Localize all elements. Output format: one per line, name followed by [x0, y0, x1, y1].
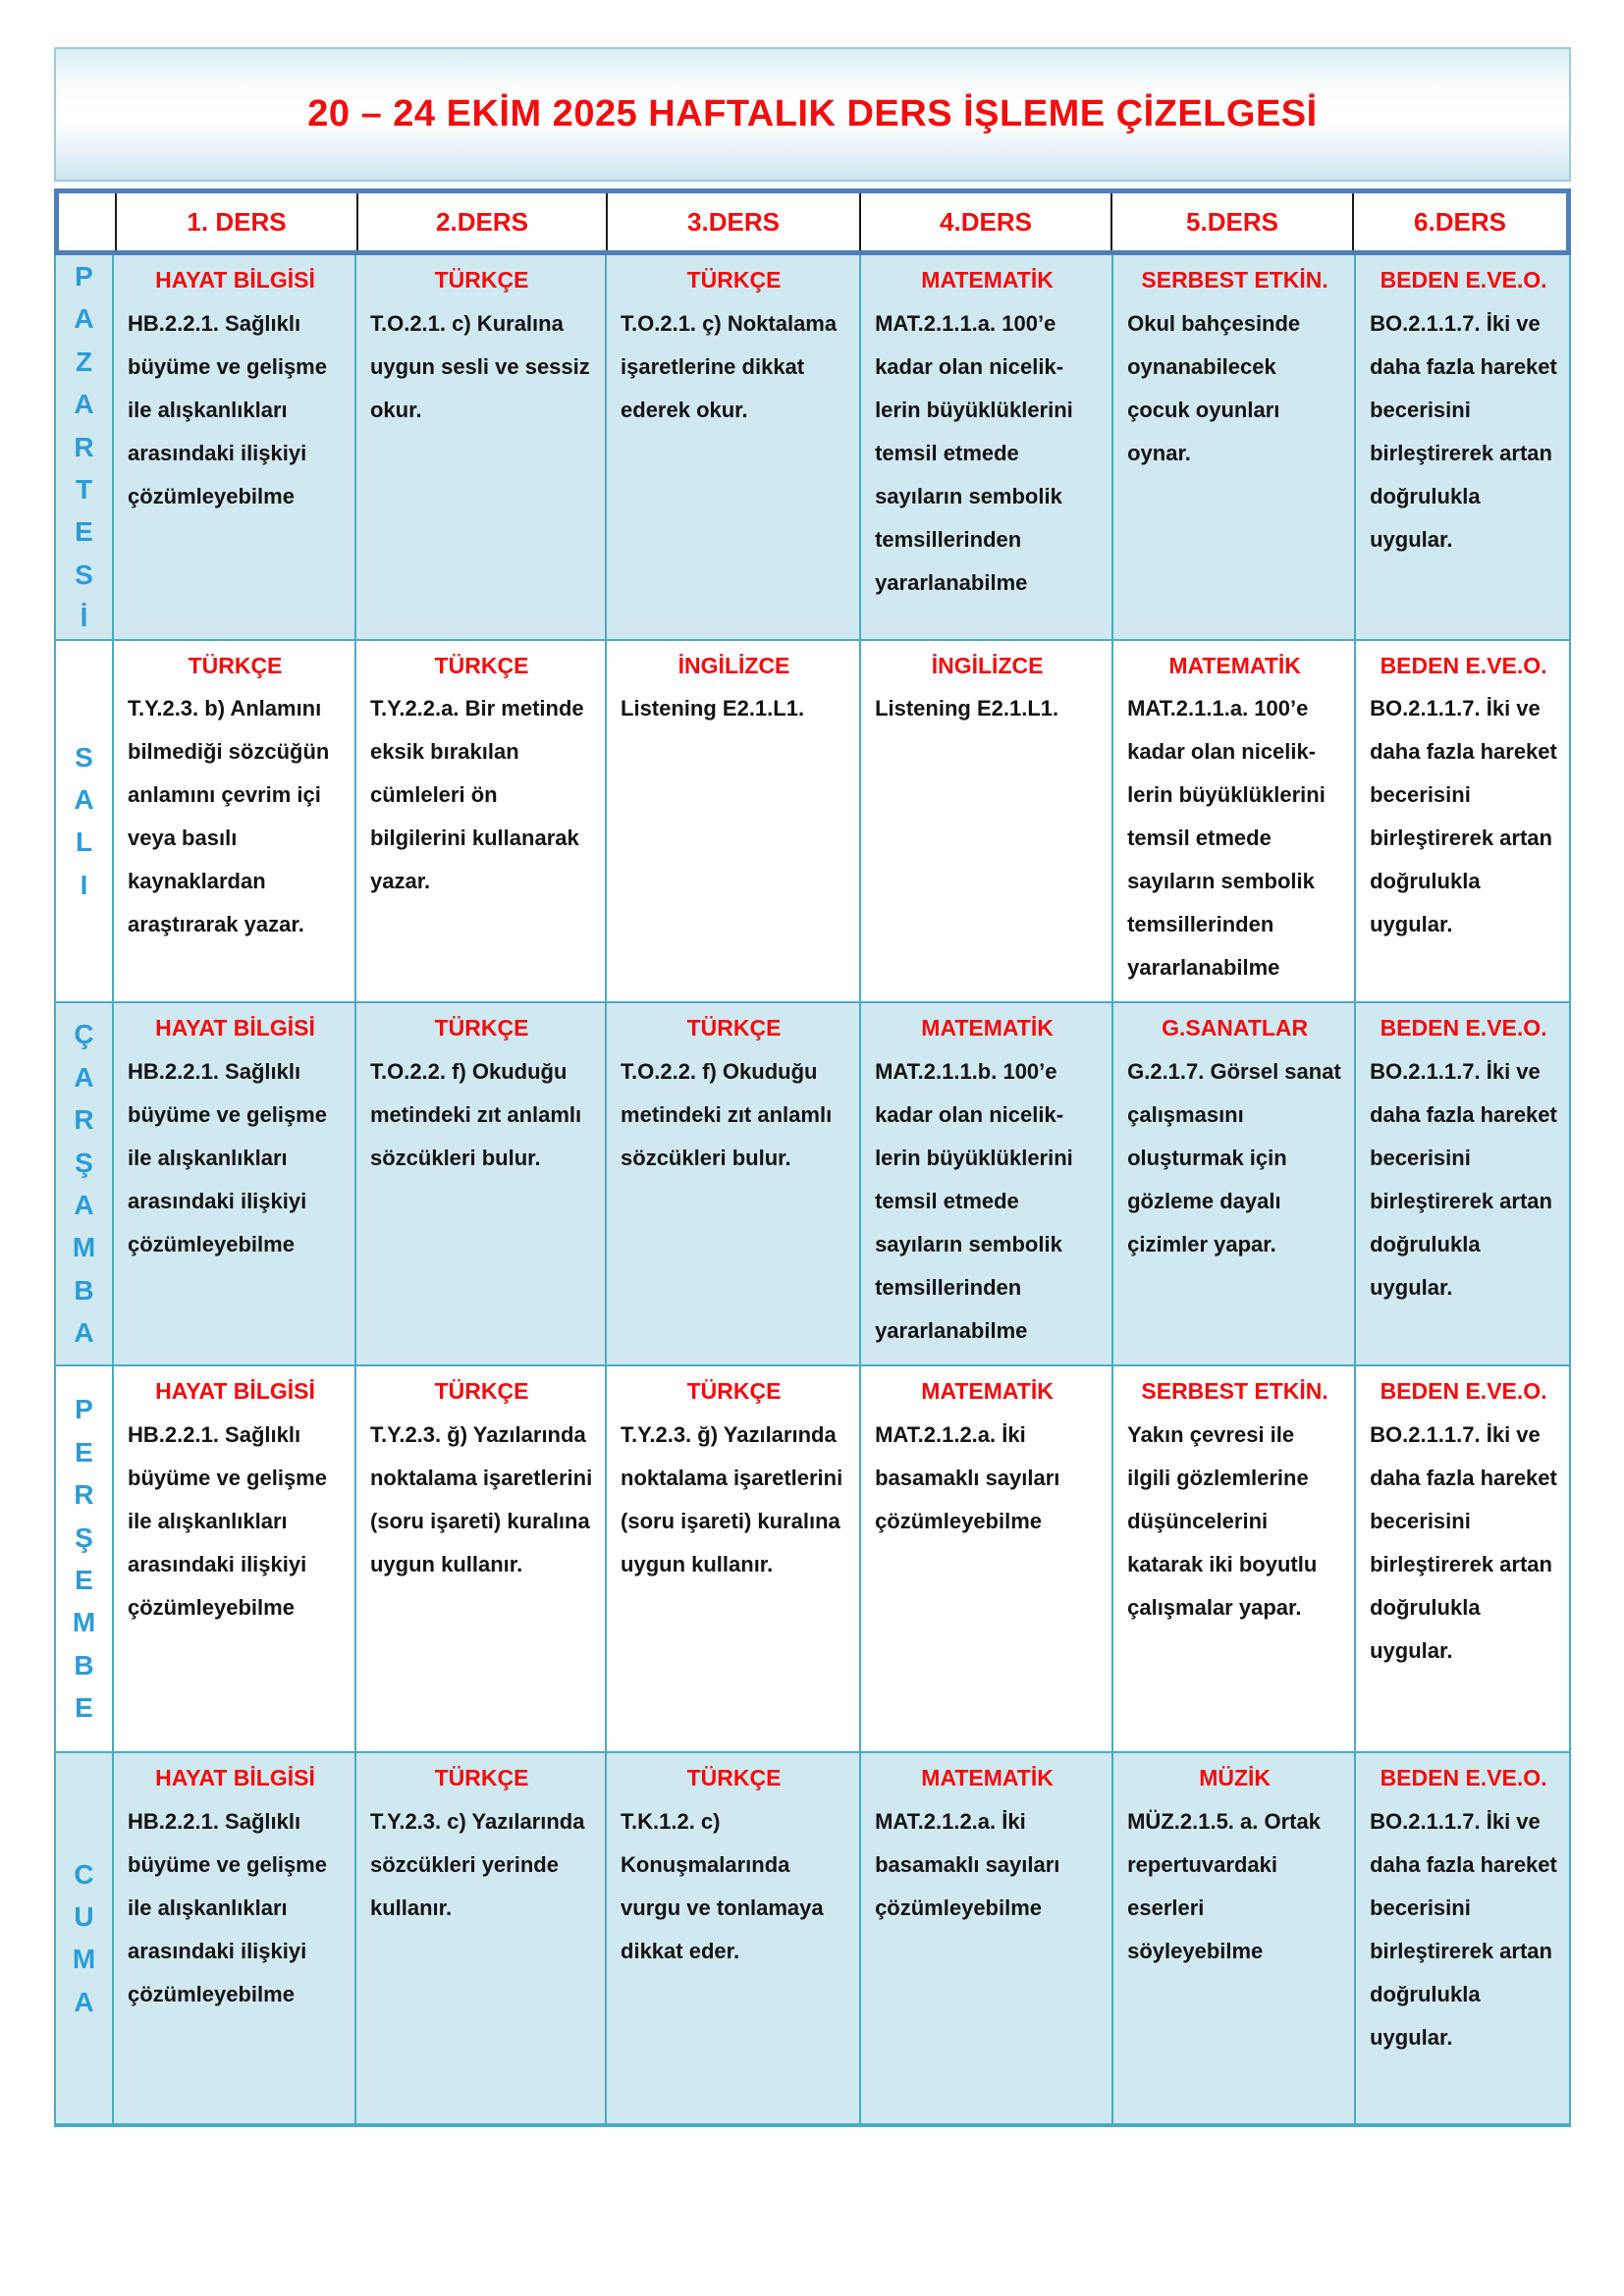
lesson-description: G.2.1.7. Görsel sanat çalışmasını oluşturmak için gözleme dayalı çizimler yapar. [1127, 1058, 1341, 1256]
lesson-description: T.O.2.1. ç) Noktalama işaretlerine dikkat ederek okur. [621, 310, 838, 422]
schedule-cell [112, 641, 354, 1002]
schedule-cell [859, 1003, 1111, 1364]
lesson-subject: HAYAT BİLGİSİ [155, 1764, 315, 1790]
lesson-subject: TÜRKÇE [434, 1764, 529, 1790]
lesson-subject: MATEMATİK [921, 267, 1054, 293]
lesson-description: MAT.2.1.1.b. 100’e kadar olan nicelik- lerin büyüklüklerini temsil etmede sayıların sembolik temsillerinden yararlanabilme [875, 1058, 1073, 1343]
schedule-cell [354, 1753, 605, 2123]
lesson-subject: HAYAT BİLGİSİ [155, 1377, 315, 1404]
lesson-subject: G.SANATLAR [1162, 1015, 1309, 1041]
lesson-subject: SERBEST ETKİN. [1141, 1377, 1328, 1404]
schedule-cell [1354, 641, 1569, 1002]
schedule-body [54, 255, 1571, 2127]
lesson-subject: TÜRKÇE [686, 267, 782, 293]
lesson-subject: BEDEN E.VE.O. [1380, 267, 1547, 293]
lesson-subject: HAYAT BİLGİSİ [155, 1015, 315, 1041]
lesson-description: HB.2.2.1. Sağlıklı büyüme ve gelişme ile alışkanlıkları arasındaki ilişkiyi çözümleyebilme [128, 310, 327, 508]
lesson-description: Okul bahçesinde oynanabilecek çocuk oyunları oynar. [1127, 310, 1301, 465]
schedule-cell [1111, 1753, 1354, 2123]
column-header-lesson-3: 3.DERS [606, 193, 859, 250]
day-label: C U M A [72, 1858, 96, 2017]
schedule-cell [112, 1003, 354, 1364]
schedule-cell [1354, 1366, 1569, 1751]
schedule-cell [859, 1753, 1111, 2123]
lesson-description: T.Y.2.3. ğ) Yazılarında noktalama işaretlerini (soru işareti) kuralına uygun kullanır. [369, 1421, 593, 1576]
column-header-lesson-1: 1. DERS [115, 193, 356, 250]
day-row-persembe [56, 1364, 1569, 1751]
schedule-cell [354, 255, 605, 639]
lesson-description: T.Y.2.3. b) Anlamını bilmediği sözcüğün anlamını çevrim içi veya basılı kaynaklardan araştırarak yazar. [128, 696, 330, 937]
lesson-subject: BEDEN E.VE.O. [1380, 652, 1547, 678]
lesson-description: BO.2.1.1.7. İki ve daha fazla hareket becerisini birleştirerek artan doğrulukla uygular. [1370, 1058, 1557, 1300]
lesson-subject: SERBEST ETKİN. [1141, 267, 1328, 293]
day-row-sali [56, 639, 1569, 1002]
lesson-subject: TÜRKÇE [188, 652, 283, 678]
lesson-subject: TÜRKÇE [686, 1377, 782, 1404]
schedule-cell [1354, 1003, 1569, 1364]
schedule-cell [1111, 1003, 1354, 1364]
lesson-description: T.Y.2.3. ğ) Yazılarında noktalama işaretlerini (soru işareti) kuralına uygun kullanır. [621, 1421, 843, 1576]
column-header-lesson-6: 6.DERS [1352, 193, 1566, 250]
page-title: 20 – 24 EKİM 2025 HAFTALIK DERS İŞLEME ÇİZELGESİ [307, 93, 1318, 134]
lesson-description: HB.2.2.1. Sağlıklı büyüme ve gelişme ile alışkanlıkları arasındaki ilişkiyi çözümleyebilme [128, 1421, 327, 1620]
lesson-subject: MATEMATİK [921, 1764, 1054, 1790]
schedule-cell [354, 1003, 605, 1364]
lesson-subject: BEDEN E.VE.O. [1380, 1015, 1547, 1041]
day-row-cuma [56, 1751, 1569, 2123]
lesson-description: Yakın çevresi ile ilgili gözlemlerine düşüncelerini katarak iki boyutlu çalışmalar yapar. [1127, 1421, 1318, 1620]
lesson-header-row [54, 188, 1571, 255]
schedule-cell [1111, 255, 1354, 639]
lesson-subject: TÜRKÇE [686, 1764, 782, 1790]
lesson-subject: TÜRKÇE [434, 267, 529, 293]
lesson-description: MAT.2.1.2.a. İki basamaklı sayıları çözümleyebilme [875, 1808, 1060, 1920]
lesson-description: HB.2.2.1. Sağlıklı büyüme ve gelişme ile alışkanlıkları arasındaki ilişkiyi çözümleyebilme [128, 1808, 327, 2006]
lesson-subject: TÜRKÇE [434, 652, 529, 678]
day-label: P A Z A R T E S İ [74, 261, 94, 633]
lesson-subject: TÜRKÇE [434, 1377, 529, 1404]
schedule-cell [605, 1753, 859, 2123]
lesson-subject: İNGİLİZCE [677, 652, 790, 678]
schedule-cell [859, 1366, 1111, 1751]
schedule-cell [605, 255, 859, 639]
lesson-subject: MÜZİK [1199, 1764, 1272, 1790]
lesson-description: T.O.2.2. f) Okuduğu metindeki zıt anlamlı sözcükleri bulur. [369, 1058, 582, 1170]
day-row-pazartesi [56, 255, 1569, 639]
lesson-description: MÜZ.2.1.5. a. Ortak repertuvardaki eserleri söyleyebilme [1127, 1808, 1321, 1963]
lesson-description: MAT.2.1.1.a. 100’e kadar olan nicelik- lerin büyüklüklerini temsil etmede sayıların sembolik temsillerinden yararlanabilme [875, 310, 1073, 595]
schedule-cell [112, 1753, 354, 2123]
lesson-description: MAT.2.1.2.a. İki basamaklı sayıları çözümleyebilme [875, 1421, 1060, 1533]
day-row-carsamba [56, 1001, 1569, 1364]
lesson-subject: TÜRKÇE [686, 1015, 782, 1041]
lesson-description: T.O.2.2. f) Okuduğu metindeki zıt anlamlı sözcükleri bulur. [621, 1058, 833, 1170]
lesson-subject: BEDEN E.VE.O. [1380, 1764, 1547, 1790]
lesson-description: T.Y.2.3. c) Yazılarında sözcükleri yerinde kullanır. [369, 1808, 585, 1920]
schedule-cell [1354, 1753, 1569, 2123]
lesson-description: HB.2.2.1. Sağlıklı büyüme ve gelişme ile alışkanlıkları arasındaki ilişkiyi çözümleyebilme [128, 1058, 327, 1256]
schedule-cell [1111, 641, 1354, 1002]
day-corner-cell [59, 193, 115, 250]
lesson-subject: MATEMATİK [921, 1015, 1054, 1041]
lesson-description: T.Y.2.2.a. Bir metinde eksik bırakılan cümleleri ön bilgilerini kullanarak yazar. [369, 696, 584, 894]
schedule-cell [605, 1366, 859, 1751]
schedule-cell [605, 641, 859, 1002]
lesson-description: BO.2.1.1.7. İki ve daha fazla hareket becerisini birleştirerek artan doğrulukla uygular. [1370, 1421, 1557, 1663]
schedule-cell [1111, 1366, 1354, 1751]
lesson-subject: HAYAT BİLGİSİ [155, 267, 315, 293]
lesson-subject: MATEMATİK [1168, 652, 1301, 678]
schedule-cell [112, 255, 354, 639]
schedule-cell [605, 1003, 859, 1364]
schedule-cell [354, 1366, 605, 1751]
lesson-subject: BEDEN E.VE.O. [1380, 1377, 1547, 1404]
schedule-cell [859, 255, 1111, 639]
column-header-lesson-5: 5.DERS [1110, 193, 1352, 250]
lesson-subject: TÜRKÇE [434, 1015, 529, 1041]
title-banner [54, 47, 1571, 182]
column-header-lesson-2: 2.DERS [356, 193, 606, 250]
day-label: S A L I [74, 741, 94, 900]
schedule-cell [859, 641, 1111, 1002]
schedule-cell [354, 641, 605, 1002]
lesson-description: Listening E2.1.L1. [875, 696, 1059, 721]
schedule-cell [112, 1366, 354, 1751]
lesson-description: BO.2.1.1.7. İki ve daha fazla hareket becerisini birleştirerek artan doğrulukla uygular. [1370, 310, 1557, 552]
lesson-description: MAT.2.1.1.a. 100’e kadar olan nicelik- lerin büyüklüklerini temsil etmede sayıların sembolik temsillerinden yararlanabilme [1127, 696, 1326, 981]
schedule-cell [1354, 255, 1569, 639]
lesson-description: BO.2.1.1.7. İki ve daha fazla hareket becerisini birleştirerek artan doğrulukla uygular. [1370, 1808, 1557, 2050]
lesson-description: BO.2.1.1.7. İki ve daha fazla hareket becerisini birleştirerek artan doğrulukla uygular. [1370, 696, 1557, 937]
lesson-subject: MATEMATİK [921, 1377, 1054, 1404]
day-label: Ç A R Ş A M B A [72, 1019, 96, 1349]
lesson-description: T.K.1.2. c) Konuşmalarında vurgu ve tonlamaya dikkat eder. [621, 1808, 824, 1963]
lesson-description: Listening E2.1.L1. [621, 696, 805, 721]
day-label: P E R Ş E M B E [72, 1394, 96, 1724]
column-header-lesson-4: 4.DERS [859, 193, 1110, 250]
lesson-subject: İNGİLİZCE [931, 652, 1044, 678]
lesson-description: T.O.2.1. c) Kuralına uygun sesli ve sessiz okur. [369, 310, 590, 422]
